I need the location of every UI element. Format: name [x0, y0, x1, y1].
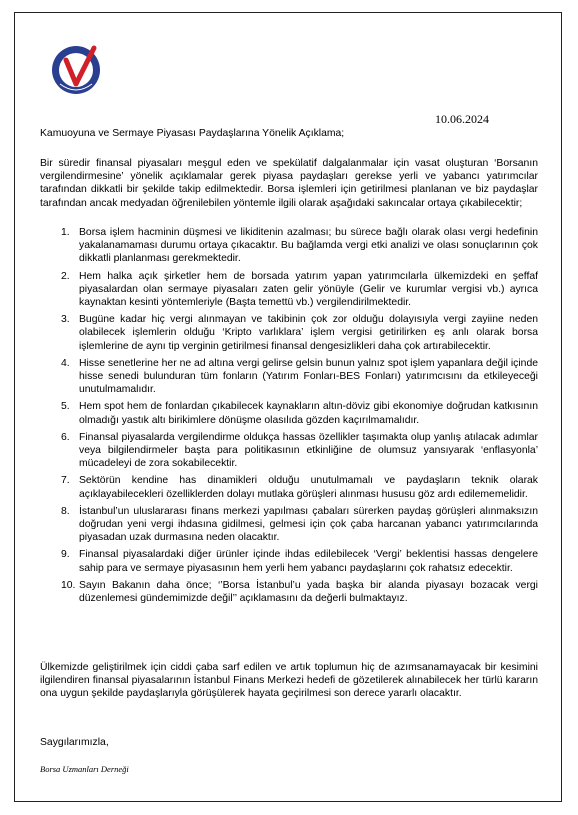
intro-paragraph: Bir süredir finansal piyasaları meşgul eden ve spekülatif dalgalanmalar için vasat oluşturan ‘Borsanın vergilendirmesine’ yönelik açıklamalar gerek piyasa paydaşları gerekse yerli ve yabancı yatırımcılar tarafından dikkatli bir şekilde takip edilmektedir. Borsa işlemleri için getirilmesi planlanan ve biz paydaşlar tarafından ancak medyadan öğrenilebilen yöntemle ilgili olarak aşağıdaki sakıncalar ortaya çıkabilecektir; [40, 158, 538, 209]
list-item-number: 7. [61, 475, 70, 487]
list-item-text: Hem halka açık şirketler hem de borsada yatırım yapan yatırımcılarla ülkemizdeki en şeffaf piyasalardan olan sermaye piyasaları zaten gelir yönüyle (Gelir ve kurumlar vergisi vb.) ayrıca kaynaktan kesinti yöntemleriyle (Başta temettü vb.) vergilendirilmektedir. [79, 270, 538, 309]
list-item [40, 400, 538, 426]
conclusion-paragraph: Ülkemizde geliştirilmek için ciddi çaba sarf edilen ve artık toplumun hiç de azımsanamayacak bir kesimini ilgilendiren finansal piyasalarının İstanbul Finans Merkezi hedefi de gözetilerek alınabilecek her türlü kararın ona uygun şekilde paydaşlarıyla görüşülerek hayata geçirilmesi son derece yararlı olacaktır. [40, 662, 538, 700]
list-item [40, 505, 538, 545]
list-item-text: İstanbul’un uluslararası finans merkezi yapılması çabaları sürerken paydaş görüşleri alınmaksızın doğrudan yeni vergi ihdasına gidilmesi, gelmesi için çok çaba harcanan yabancı yatırımcılarında piyasadan uzak durmasına neden olacaktır. [79, 505, 538, 544]
signature: Borsa Uzmanları Derneği [40, 764, 129, 774]
list-item [40, 270, 538, 310]
list-item [40, 579, 538, 605]
document-date: 10.06.2024 [435, 112, 489, 126]
closing-salutation: Saygılarımızla, [40, 737, 109, 748]
list-item-number: 10. [61, 579, 76, 591]
list-item-number: 9. [61, 549, 70, 561]
list-item-number: 4. [61, 357, 70, 369]
list-item-number: 3. [61, 314, 70, 326]
list-item [40, 357, 538, 397]
list-item-text: Bugüne kadar hiç vergi alınmayan ve takibinin çok zor olduğu dolayısıyla vergi zayiine neden olabilecek işlemlerin olduğu ‘Kripto varlıklara’ işlem vergisi getirilirken eş anlı olarak borsa işlemlerine de aynı tip verginin getirilmesi finansal dengesizlikleri daha çok artırabilecektir. [79, 314, 538, 352]
list-item-text: Finansal piyasalarda vergilendirme oldukça hassas özellikler taşımakta olup yanlış atılacak adımlar veya bilgilendirmeler başta para politikasının etkinliğine de olumsuz yansıyarak ‘enflasyonla’ mücadeleyi de zora sokabilecektir. [79, 431, 538, 470]
list-item [40, 431, 538, 471]
list-item-number: 1. [61, 227, 70, 238]
list-item-text: Sektörün kendine has dinamikleri olduğu unutulmamalı ve paydaşların teknik olarak açıklayabilecekleri özelliklerden dolayı mutlaka görüşleri alınması hususu göz ardı edilememelidir. [79, 475, 538, 500]
list-item [40, 548, 538, 574]
list-item-number: 5. [61, 401, 70, 413]
list-item-number: 8. [61, 505, 70, 517]
list-item-number: 6. [61, 431, 70, 443]
list-item [40, 313, 538, 353]
list-item-text: Sayın Bakanın daha önce; ‘’Borsa İstanbul’u yada başka bir alanda piyasayı bozacak vergi düzenlemesi gündemimizde değil’’ açıklamasını da değerli bulmaktayız. [79, 579, 538, 605]
list-item [40, 474, 538, 500]
list-item-text: Hem spot hem de fonlardan çıkabilecek kaynakların altın-döviz gibi ekonomiye doğrudan katkısının olmadığı yastık altı birikimlere dönüşme olasılıda gözden kaçırılmamalıdır. [79, 401, 538, 426]
list-item-text: Borsa işlem hacminin düşmesi ve likiditenin azalması; bu sürece bağlı olarak olası vergi hedefinin yakalanamaması durumu ortaya çıkacaktır. Bu bağlamda vergi etki analizi ve olası sonuçlarının çok dikkatli planlanması gerekmektedir. [79, 227, 538, 265]
concerns-list [40, 226, 538, 609]
list-item [40, 226, 538, 266]
list-item-text: Finansal piyasalardaki diğer ürünler içinde ihdas edilebilecek ‘Vergi’ beklentisi hassas dengelere sahip para ve sermaye piyasasının hem yerli hem yabancı paydaşlarını çok rahatsız edecektir. [79, 549, 538, 574]
list-item-text: Hisse senetlerine her ne ad altına vergi gelirse gelsin bunun yalnız spot işlem yapanlara değil içinde hisse senedi bulunduran tüm fonların (Yatırım Fonları-BES Fonları) yatırımcısını da etkileyeceği unutulmamalıdır. [79, 357, 538, 396]
statement-heading: Kamuoyuna ve Sermaye Piyasası Paydaşlarına Yönelik Açıklama; [40, 128, 345, 139]
organization-logo-icon [50, 42, 106, 98]
list-item-number: 2. [61, 270, 70, 282]
